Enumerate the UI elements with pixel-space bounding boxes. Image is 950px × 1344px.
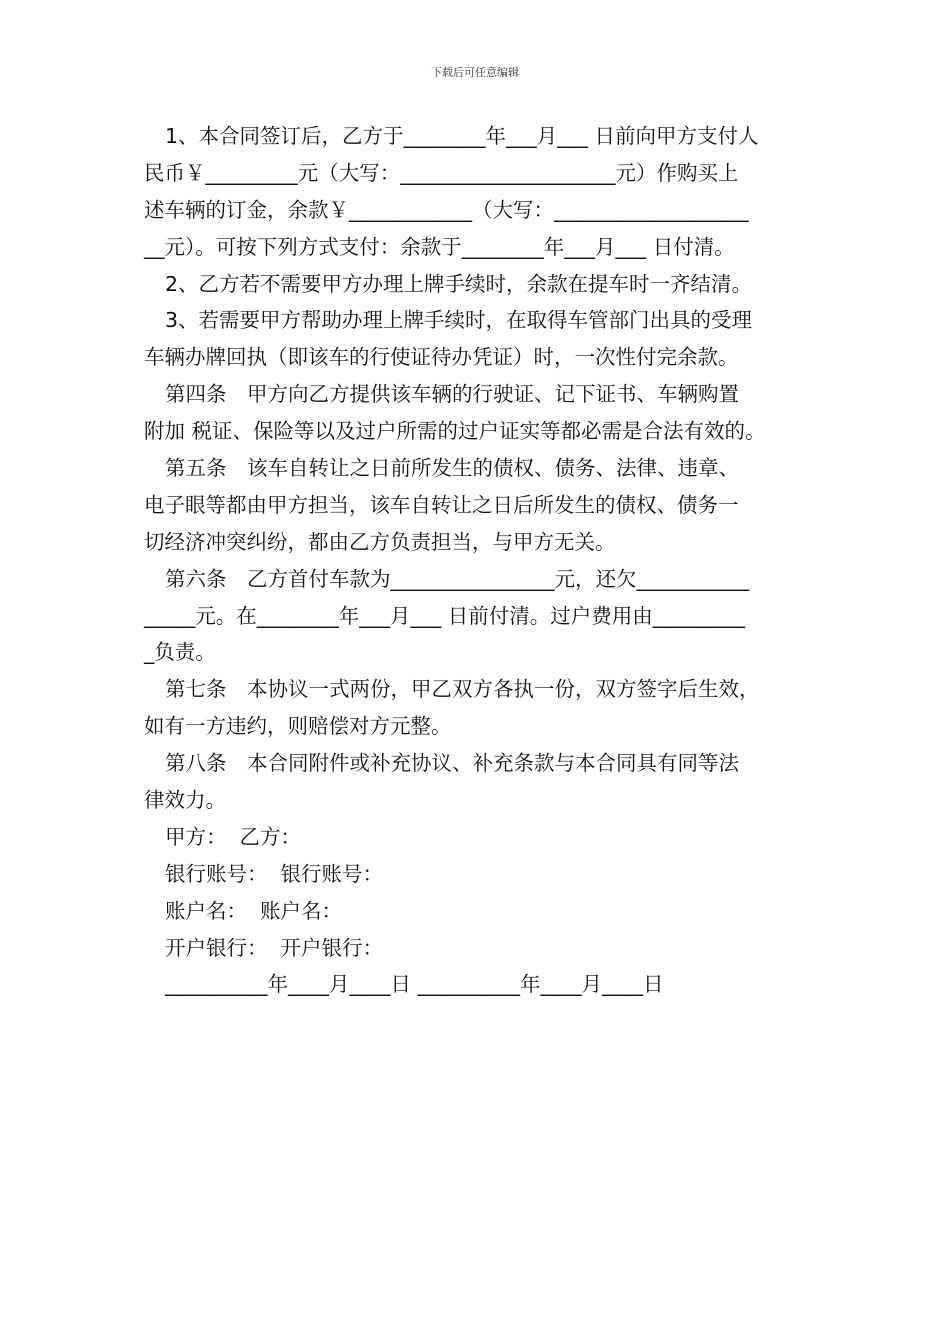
page-header: 下载后可任意编辑 (431, 66, 519, 79)
contract-body (144, 118, 834, 1003)
bank-account-line: 银行账号： 银行账号： (165, 861, 384, 886)
clause-1-line-1: 1、本合同签订后，乙方于________年___月___ 日前向甲方支付人 (165, 124, 759, 148)
clause-1-line-2: 民币￥_________元（大写：_____________________元）作购买上 (144, 160, 739, 185)
article-6-line-3: _负责。 (144, 640, 216, 665)
clause-2-line-1: 2、乙方若不需要甲方办理上牌手续时，余款在提车时一齐结清。 (165, 271, 753, 296)
article-8-line-1: 第八条 本合同附件或补充协议、补充条款与本合同具有同等法 (165, 751, 739, 776)
party-names-line: 甲方： 乙方： (165, 824, 302, 849)
clause-1-line-4: __元）。可按下列方式支付：余款于________年___月___ 日付清。 (144, 234, 735, 259)
clause-3-line-2: 车辆办牌回执（即该车的行使证待办凭证）时，一次性付完余款。 (144, 345, 739, 370)
opening-bank-line: 开户银行： 开户银行： (165, 935, 384, 960)
article-6-line-2: _____元。在________年___月___ 日前付清。过户费用由_________ (144, 603, 746, 628)
article-5-line-2: 电子眼等都由甲方担当，该车自转让之日后所发生的债权、债务一 (144, 492, 739, 517)
article-5-line-3: 切经济冲突纠纷，都由乙方负责担当，与甲方无关。 (144, 529, 616, 554)
clause-1-line-3: 述车辆的订金，余款￥____________（大写：___________________ (144, 197, 749, 222)
article-5-line-1: 第五条 该车自转让之日前所发生的债权、债务、法律、违章、 (165, 456, 739, 481)
article-4-line-1: 第四条 甲方向乙方提供该车辆的行驶证、记下证书、车辆购置 (165, 382, 739, 407)
article-6-line-1: 第六条 乙方首付车款为________________元，还欠___________ (165, 566, 750, 591)
account-name-line: 账户名： 账户名： (165, 898, 343, 923)
article-7-line-1: 第七条 本协议一式两份，甲乙双方各执一份，双方签字后生效， (165, 677, 760, 702)
article-4-line-2: 附加 税证、保险等以及过户所需的过户证实等都必需是合法有效的。 (144, 419, 766, 444)
signature-date-line: __________年____月____日 __________年____月____日 (165, 972, 664, 997)
article-8-line-2: 律效力。 (144, 788, 226, 813)
clause-3-line-1: 3、若需要甲方帮助办理上牌手续时，在取得车管部门出具的受理 (165, 308, 753, 333)
article-7-line-2: 如有一方违约，则赔偿对方元整。 (144, 714, 452, 739)
